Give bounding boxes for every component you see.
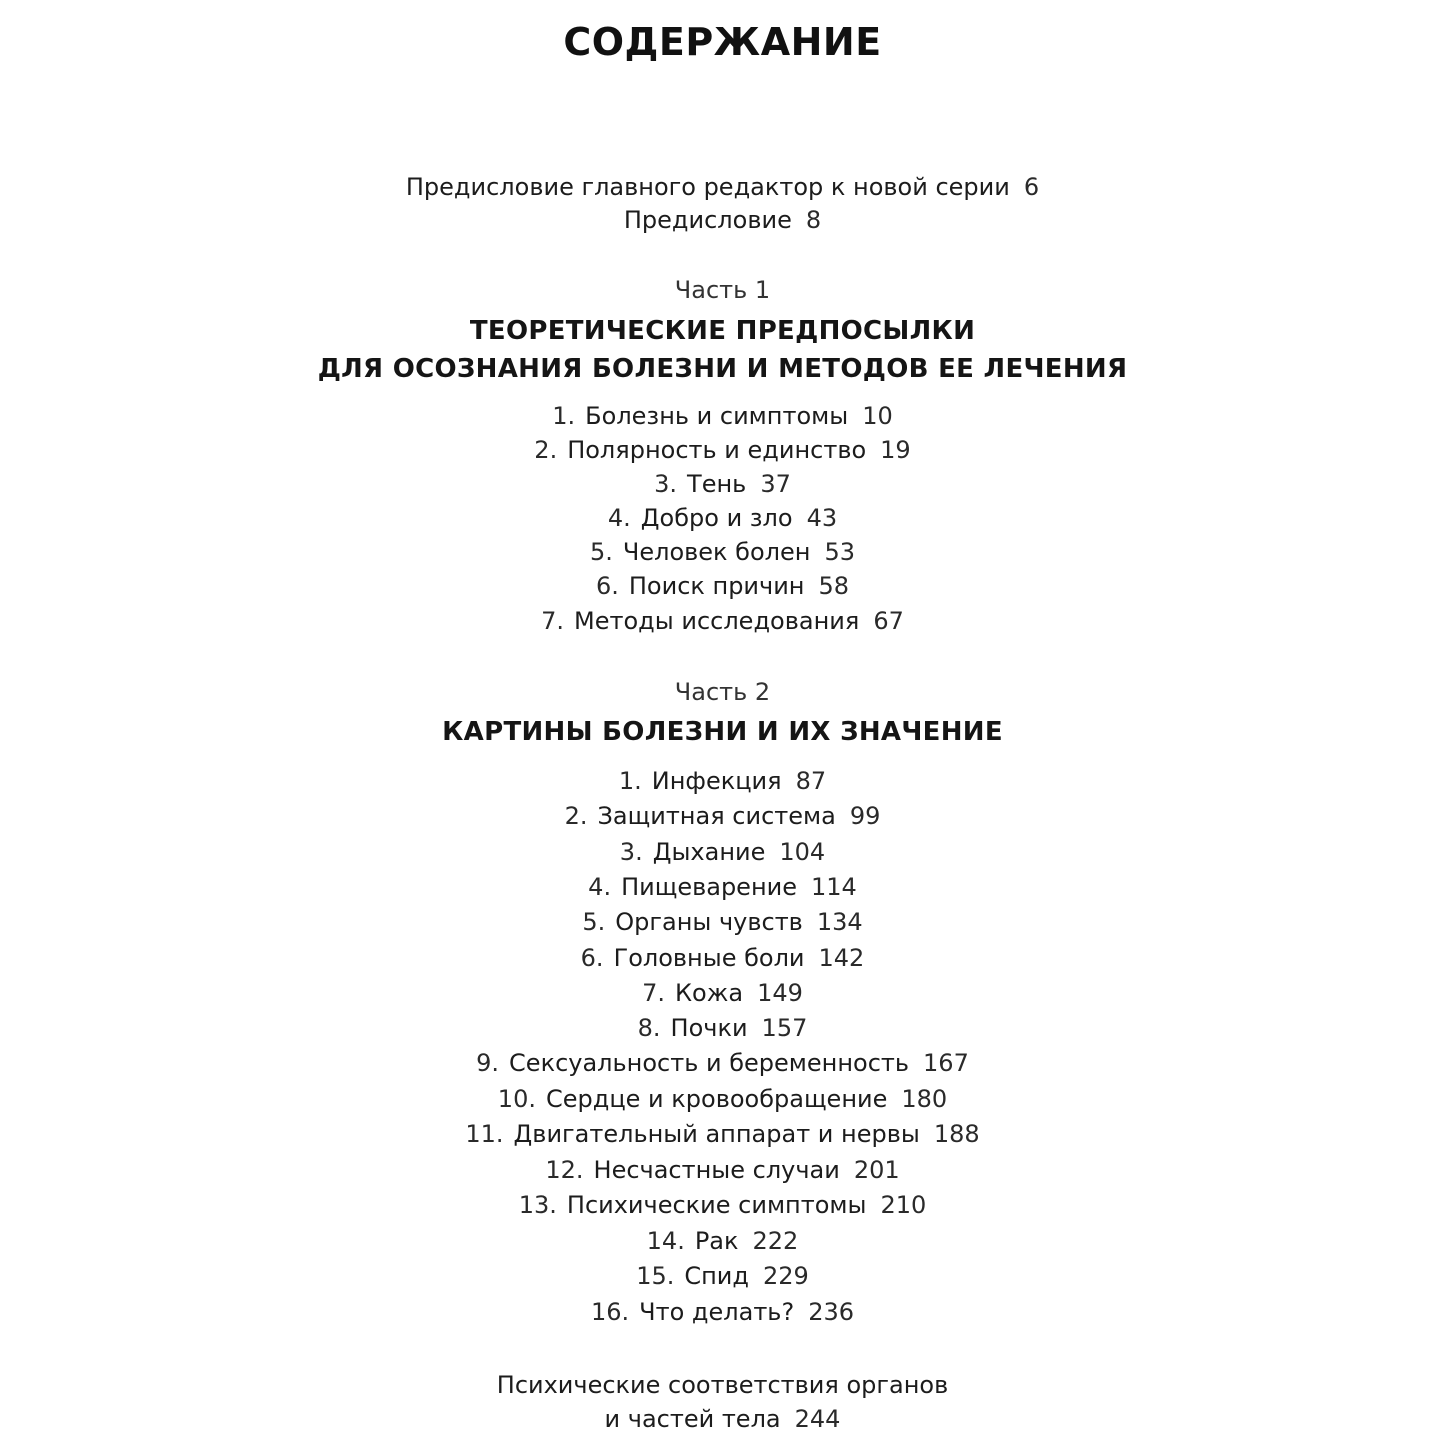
toc-entry[interactable]: [0, 571, 1445, 601]
toc-entry-number: 7.: [541, 607, 565, 635]
toc-entry-number: 13.: [518, 1191, 557, 1219]
toc-entry-page: 134: [816, 908, 863, 936]
toc-entry-page: 6: [1023, 173, 1040, 201]
toc-entry[interactable]: [0, 1190, 1445, 1220]
toc-entry[interactable]: [0, 1297, 1445, 1327]
toc-entry-number: 11.: [465, 1120, 504, 1148]
appendix-page: 244: [794, 1405, 841, 1433]
part-1-label: Часть 1: [674, 276, 771, 304]
toc-entry-number: 8.: [637, 1014, 661, 1042]
toc-entry-label: Рак: [694, 1227, 739, 1255]
toc-entry-label: Методы исследования: [574, 607, 860, 635]
toc-entry-page: 188: [933, 1120, 980, 1148]
toc-entry-page: 180: [901, 1085, 948, 1113]
toc-entry[interactable]: [0, 872, 1445, 902]
toc-entry-page: 114: [811, 873, 857, 901]
toc-entry-label: Головные боли: [613, 944, 805, 972]
toc-entry-page: 210: [880, 1191, 927, 1219]
toc-entry-number: 10.: [497, 1085, 536, 1113]
toc-entry-label: Сексуальность и беременность: [509, 1049, 910, 1077]
toc-entry-foreword-editor[interactable]: [0, 172, 1445, 202]
toc-entry-label: Кожа: [675, 979, 744, 1007]
toc-entry-page: 19: [880, 436, 911, 464]
toc-entry-label: Человек болен: [622, 538, 811, 566]
toc-entry[interactable]: [0, 766, 1445, 796]
toc-entry[interactable]: [0, 469, 1445, 499]
toc-entry-page: 167: [923, 1049, 969, 1077]
toc-entry-number: 1.: [552, 402, 576, 430]
toc-entry-number: 2.: [534, 436, 558, 464]
toc-entry-label: Психические симптомы: [566, 1191, 867, 1219]
toc-entry[interactable]: [0, 1261, 1445, 1291]
toc-entry-number: 1.: [618, 767, 642, 795]
toc-entry-label: Тень: [687, 470, 747, 498]
appendix-entry-line-1[interactable]: [0, 1370, 1445, 1400]
toc-entry-page: 8: [805, 206, 822, 234]
toc-entry-page: 43: [806, 504, 838, 532]
toc-entry-label: Полярность и единство: [567, 436, 867, 464]
toc-entry-label: Двигательный аппарат и нервы: [513, 1120, 920, 1148]
toc-entry[interactable]: [0, 1048, 1445, 1078]
part-1-title-line-2: ДЛЯ ОСОЗНАНИЯ БОЛЕЗНИ И МЕТОДОВ ЕЕ ЛЕЧЕНИЯ: [317, 354, 1128, 384]
toc-entry[interactable]: [0, 943, 1445, 973]
toc-entry[interactable]: [0, 1119, 1445, 1149]
toc-entry-page: 87: [795, 767, 827, 795]
toc-entry-number: 3.: [619, 838, 643, 866]
toc-entry-label: Предисловие главного редактор к новой серии: [405, 173, 1010, 201]
toc-entry-number: 4.: [607, 504, 631, 532]
toc-entry-label: Поиск причин: [628, 572, 805, 600]
toc-entry-number: 2.: [564, 802, 588, 830]
page-title: СОДЕРЖАНИЕ: [563, 20, 882, 64]
toc-entry-label: Инфекция: [651, 767, 782, 795]
toc-entry-number: 12.: [545, 1156, 584, 1184]
toc-entry-label: Почки: [670, 1014, 748, 1042]
toc-entry[interactable]: [0, 1013, 1445, 1043]
toc-entry-number: 4.: [588, 873, 612, 901]
toc-entry-page: 201: [853, 1156, 900, 1184]
toc-entry[interactable]: [0, 503, 1445, 533]
toc-entry[interactable]: [0, 606, 1445, 636]
toc-entry-number: 6.: [580, 944, 604, 972]
toc-entry-label: Пищеварение: [621, 873, 797, 901]
toc-entry-page: 58: [818, 572, 850, 600]
toc-entry-number: 16.: [591, 1298, 630, 1326]
toc-entry-page: 149: [757, 979, 803, 1007]
appendix-label-line-1: Психические соответствия органов: [496, 1371, 949, 1399]
toc-entry-page: 157: [761, 1014, 808, 1042]
toc-entry-page: 53: [824, 538, 855, 566]
toc-entry-label: Несчастные случаи: [593, 1156, 840, 1184]
toc-entry-page: 37: [760, 470, 791, 498]
toc-entry-number: 7.: [642, 979, 666, 1007]
toc-entry[interactable]: [0, 978, 1445, 1008]
part-2-label: Часть 2: [674, 678, 771, 706]
toc-entry-page: 104: [779, 838, 826, 866]
toc-entry[interactable]: [0, 801, 1445, 831]
toc-entry-label: Спид: [684, 1262, 749, 1290]
toc-entry-page: 229: [763, 1262, 809, 1290]
toc-entry-label: Добро и зло: [640, 504, 793, 532]
toc-entry[interactable]: [0, 837, 1445, 867]
appendix-label-line-2: и частей тела: [604, 1405, 781, 1433]
toc-entry-number: 5.: [582, 908, 606, 936]
part-2-title-line-1: КАРТИНЫ БОЛЕЗНИ И ИХ ЗНАЧЕНИЕ: [442, 717, 1003, 747]
toc-entry-label: Болезнь и симптомы: [585, 402, 849, 430]
toc-entry-page: 236: [808, 1298, 854, 1326]
toc-entry-label: Предисловие: [623, 206, 792, 234]
appendix-entry-line-2[interactable]: [0, 1404, 1445, 1434]
toc-entry-number: 15.: [636, 1262, 675, 1290]
toc-entry-label: Что делать?: [639, 1298, 795, 1326]
toc-entry[interactable]: [0, 1155, 1445, 1185]
toc-entry-number: 14.: [646, 1227, 685, 1255]
toc-entry-label: Защитная система: [597, 802, 836, 830]
toc-entry-foreword[interactable]: [0, 205, 1445, 235]
toc-entry[interactable]: [0, 401, 1445, 431]
toc-entry-number: 3.: [654, 470, 678, 498]
toc-entry-number: 9.: [476, 1049, 500, 1077]
toc-entry[interactable]: [0, 907, 1445, 937]
toc-entry-page: 142: [818, 944, 865, 972]
toc-entry-page: 10: [862, 402, 893, 430]
toc-entry[interactable]: [0, 537, 1445, 567]
toc-entry-page: 222: [752, 1227, 799, 1255]
toc-entry-number: 6.: [595, 572, 619, 600]
toc-entry[interactable]: [0, 435, 1445, 465]
toc-entry-label: Дыхание: [652, 838, 766, 866]
toc-entry-page: 99: [849, 802, 881, 830]
toc-entry-label: Органы чувств: [615, 908, 803, 936]
toc-entry-number: 5.: [589, 538, 613, 566]
toc-entry-page: 67: [873, 607, 904, 635]
toc-entry[interactable]: [0, 1084, 1445, 1114]
toc-entry-label: Сердце и кровообращение: [545, 1085, 888, 1113]
toc-entry[interactable]: [0, 1226, 1445, 1256]
part-1-title-line-1: ТЕОРЕТИЧЕСКИЕ ПРЕДПОСЫЛКИ: [469, 316, 976, 346]
